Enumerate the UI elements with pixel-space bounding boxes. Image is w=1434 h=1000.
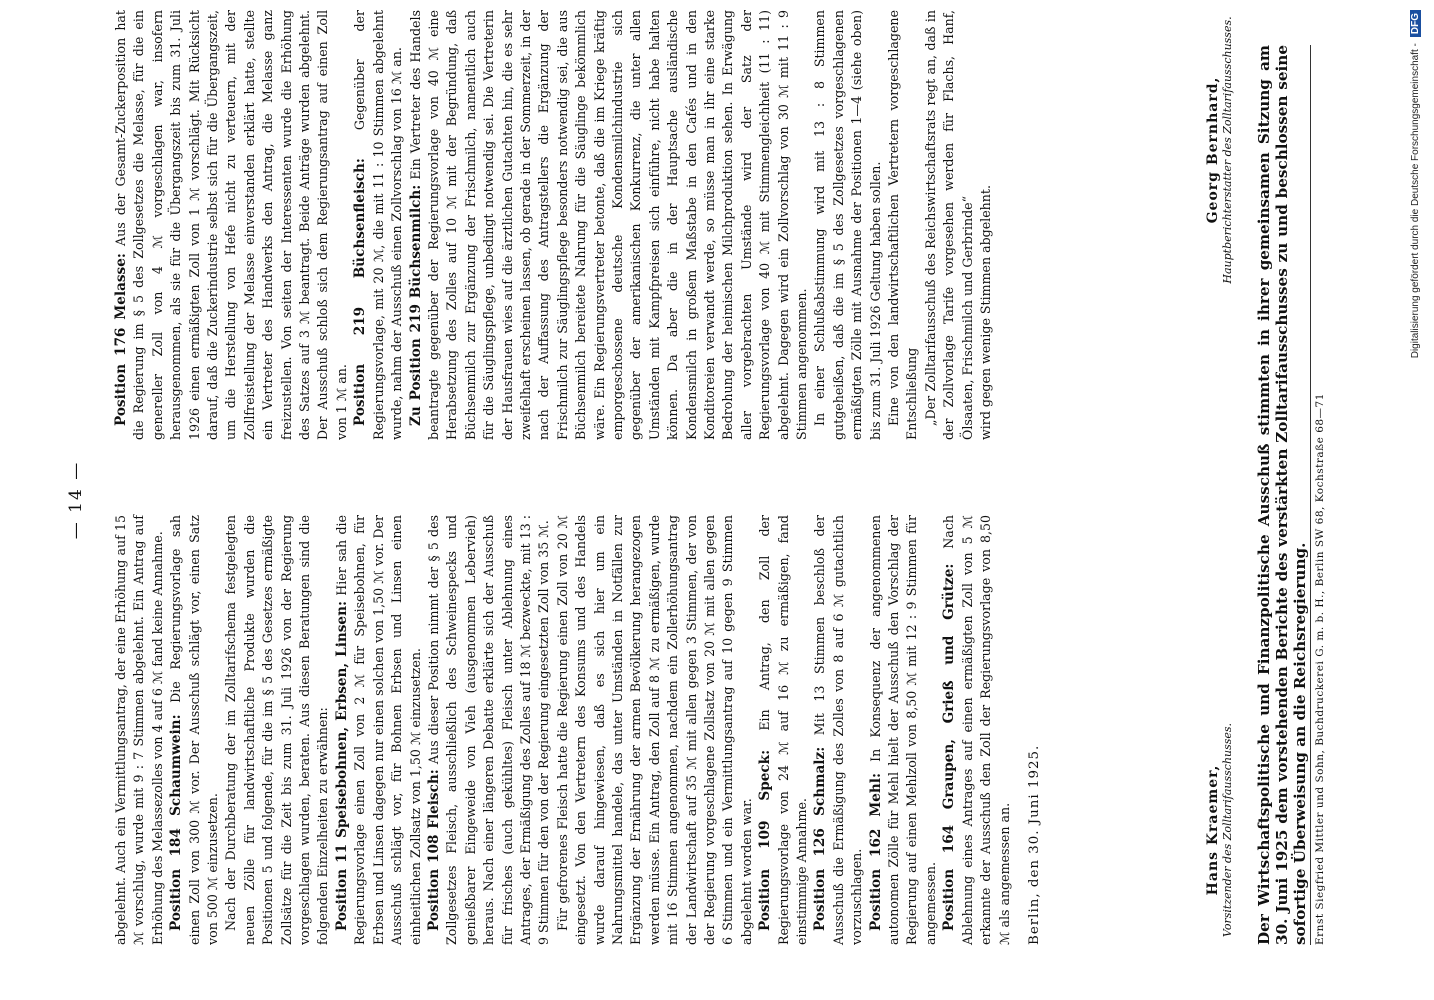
right-paragraph [112, 10, 351, 440]
left-paragraph-text: In Konsequenz der angenommenen autonomen Zölle für Mehl hielt der Ausschuß den Vorschlag der Regierung auf einen Mehlzoll von 8,50 ℳ mit 12 : 9 Stimmen für angemessen. [867, 515, 938, 945]
left-paragraph-text: Mit 13 Stimmen beschloß der Ausschuß die Ermäßigung des Zolles von 8 auf 6 ℳ gutachtlich vorzuschlagen. [812, 514, 865, 945]
left-position-heading: Position 109 Speck: [757, 749, 774, 931]
left-paragraph-text: Nach Ablehnung eines Antrages auf einen ermäßigten Zoll von 5 ℳ erkannte der Ausschuß den Zoll der Regierungsvorlage von 8,50 ℳ als angemessen an. [941, 515, 1012, 945]
left-paragraph-text: Aus dieser Position nimmt der § 5 des Zollgesetzes Fleisch, ausschließlich des Schweinespecks und genießbarer Eingeweide von Vieh (ausgenommen Lebervieh) heraus. Nach einer längeren Debatte erklärte sich der Ausschuß für frisches (auch gekühltes) Fleisch unter Ablehnung eines Antrages, der Ermäßigung des Zolles auf 18 ℳ bezweckte, mit 13 : 9 Stimmen für den von der Regierung eingesetzten Zoll von 35 ℳ. [425, 515, 552, 945]
right-paragraph: Eine von den landwirtschaftlichen Vertretern vorgeschlagene Entschließung [886, 10, 920, 440]
left-paragraph-text: Ein Antrag, den Zoll der Regierungsvorlage von 24 ℳ auf 16 ℳ zu ermäßigen, fand einstimmige Annahme. [757, 515, 810, 945]
signature-left [1205, 715, 1234, 945]
date-line: Berlin, den 30. Juni 1925. [1026, 744, 1042, 945]
right-position-heading: Position 219 Büchsenfleisch: [352, 158, 369, 426]
page-number: — 14 — [66, 460, 86, 540]
left-paragraph [167, 515, 222, 945]
signature-left-name: Hans Kraemer, [1205, 764, 1221, 896]
left-paragraph [425, 515, 554, 945]
right-paragraph-text: Aus der Gesamt-Zuckerposition hat die Regierung im § 5 des Zollgesetzes die Melasse, für die ein genereller Zoll von 4 ℳ vorgeschlagen war, insofern herausgenommen, als sie für die Übergangszeit bis zum 31. Juli 1926 einen ermäßigten Zoll von 1 ℳ vorschlägt. Mit Rücksicht darauf, daß die Zuckerindustrie selbst sich für die Übergangszeit, um die Herstellung von Hefe nicht zu verteuern, mit der Zollfreistellung der Melasse einverstanden erklärt hatte, stellte ein Vertreter des Handwerks den Antrag, die Melasse ganz freizustellen. Von seiten der Interessenten wurde die Erhöhung des Satzes auf 3 ℳ beantragt. Beide Anträge wurden abgelehnt. Der Ausschuß schloß sich dem Regierungsantrag auf einen Zoll von 1 ℳ an. [113, 10, 349, 440]
signature-right-name: Georg Bernhard, [1205, 76, 1221, 224]
left-paragraph: Für gefrorenes Fleisch hatte die Regierung einen Zoll von 20 ℳ eingesetzt. Von den Vertretern des Konsums und des Handels wurde darauf hingewiesen, daß es sich hier um ein Nahrungsmittel handele, das unter Umständen in Notfällen zur Ergänzung der Ernährung der armen Bevölkerung herangezogen werden müsse. Ein Antrag, den Zoll auf 8 ℳ zu ermäßigen, wurde mit 16 Stimmen angenommen, nachdem ein Zollerhöhungsantrag der Landwirtschaft auf 35 ℳ mit allen gegen 3 Stimmen, der von der Regierung vorgeschlagene Zollsatz von 20 ℳ mit allen gegen 6 Stimmen und ein Vermittlungsantrag auf 10 gegen 9 Stimmen abgelehnt worden war. [554, 515, 754, 945]
left-paragraph-text: Hier sah die Regierungsvorlage einen Zoll von 2 ℳ für Speisebohnen, für Erbsen und Linsen dagegen nur einen solchen von 1,50 ℳ vor. Der Ausschuß schlägt vor, für Bohnen Erbsen und Linsen einen einheitlichen Zollsatz von 1,50 ℳ einzusetzen. [333, 515, 423, 945]
left-paragraph [940, 515, 1014, 945]
right-paragraph: wird gegen wenige Stimmen abgelehnt. [978, 185, 994, 440]
right-paragraph-text: Gegenüber der Regierungsvorlage, mit 20 ℳ, die mit 11 : 10 Stimmen abgelehnt wurde, nahm der Ausschuß einen Zollvorschlag von 16 ℳ an. [352, 10, 405, 440]
left-paragraph: abgelehnt. Auch ein Vermittlungsantrag, der eine Erhöhung auf 15 ℳ vorschlug, wurde mit 9 : 7 Stimmen abgelehnt. Ein Antrag auf Erhöhung des Melassezolles von 4 auf 6 ℳ fand keine Annahme. [113, 515, 165, 945]
right-paragraph: „Der Zolltarifausschuß des Reichswirtschaftsrats regt an, daß in der Zollvorlage Tarife vorgesehen werden für Flachs, Hanf, Ölsaaten, Frischmilch und Gerbrinde“ [922, 10, 975, 440]
left-paragraph [333, 515, 425, 945]
left-position-heading: Position 162 Mehl: [867, 773, 884, 931]
left-paragraph [867, 515, 941, 945]
left-paragraph: Nach der Durchberatung der im Zolltarifschema festgelegten neuen Zölle für landwirtschaftliche Produkte wurden die Positionen 5 und folgende, für die im § 5 des Gesetzes ermäßigte Zollsätze für die Zeit bis zum 31. Juli 1926 von der Regierung vorgeschlagen wurden, beraten. Aus diesen Beratungen sind die folgenden Einzelheiten zu erwähnen: [223, 515, 331, 945]
right-paragraph [407, 10, 812, 440]
digitization-note [1410, 10, 1421, 1000]
left-position-heading: Position 184 Schaumwein: [168, 714, 185, 931]
left-paragraph [811, 515, 866, 945]
signature-right [1205, 0, 1234, 310]
printer-imprint: Ernst Siegfried Mittler und Sohn, Buchdruckerei G. m. b. H., Berlin SW 68, Kochstraße 68—71 [1310, 45, 1326, 945]
right-text-column [112, 10, 996, 440]
closing-statement: Der Wirtschaftspolitische und Finanzpolitische Ausschuß stimmten in ihrer gemeinsamen Sitzung am 30. Juni 1925 dem vorstehenden Berichte des verstärkten Zolltarifausschusses zu und beschlossen seine sofortige Überweisung an die Reichsregierung. [1255, 45, 1309, 945]
right-position-heading: Zu Position 219 Büchsenmilch: [407, 184, 424, 426]
left-position-heading: Position 126 Schmalz: [812, 746, 829, 931]
right-paragraph: In einer Schlußabstimmung wird mit 13 : 8 Stimmen gutgeheißen, daß die im § 5 des Zollgesetzes vorgeschlagenen ermäßigten Zölle mit Ausnahme der Positionen 1—4 (siehe oben) bis zum 31. Juli 1926 Geltung haben sollen. [812, 10, 883, 440]
right-position-heading: Position 176 Melasse: [113, 253, 129, 426]
left-paragraph-text: Die Regierungsvorlage sah einen Zoll von 300 ℳ vor. Der Ausschuß schlägt vor, einen Satz von 500 ℳ einzusetzen. [168, 515, 221, 945]
right-paragraph-text: Ein Vertreter des Handels beantragte gegenüber der Regierungsvorlage von 40 ℳ eine Herabsetzung des Zolles auf 10 ℳ mit der Begründung, daß Büchsenmilch zur Ergänzung der Frischmilch, namentlich auch für die Säuglingspflege, unbedingt notwendig sei. Die Vertreterin der Hausfrauen wies auf die ärztlichen Gutachten hin, die es sehr zweifelhaft erscheinen lassen, ob gerade in der Sommerzeit, in der nach der Auffassung des Antragstellers die Ergänzung der Frischmilch zur Säuglingspflege besonders notwendig sei, die aus Büchsenmilch bereitete Nahrung für die Säuglinge bekömmlich wäre. Ein Regierungsvertreter betonte, daß die im Kriege kräftig emporgeschossene deutsche Kondensmilchindustrie sich gegenüber der amerikanischen Konkurrenz, die unter allen Umständen mit Kampfpreisen sich einführe, nicht habe halten können. Da aber die in der Hauptsache ausländische Kondensmilch in großem Maßstabe in den Cafés und in den Konditoreien verwandt werde, so müsse man in ihr eine starke Bedrohung der heimischen Milchproduktion sehen. In Erwägung aller vorgebrachten Umstände wird der Satz der Regierungsvorlage von 40 ℳ mit Stimmengleichheit (11 : 11) abgelehnt. Dagegen wird ein Zollvorschlag von 30 ℳ mit 11 : 9 Stimmen angenommen. [407, 10, 810, 440]
signature-right-role: Hauptberichterstatter des Zolltarifausschusses. [1221, 16, 1234, 284]
left-paragraph [756, 515, 811, 945]
left-position-heading: Position 164 Graupen, Grieß und Grütze: [941, 563, 958, 931]
signature-left-role: Vorsitzender des Zolltarifausschusses. [1221, 722, 1234, 938]
left-position-heading: Position 11 Speisebohnen, Erbsen, Linsen: [333, 601, 350, 931]
left-position-heading: Position 108 Fleisch: [425, 769, 442, 931]
dfg-logo: DFG [1410, 10, 1421, 37]
right-paragraph [351, 10, 406, 440]
digitization-note-text: Digitalisierung gefördert durch die Deutsche Forschungsgemeinschaft - [1410, 43, 1421, 359]
left-text-column [112, 515, 1044, 945]
